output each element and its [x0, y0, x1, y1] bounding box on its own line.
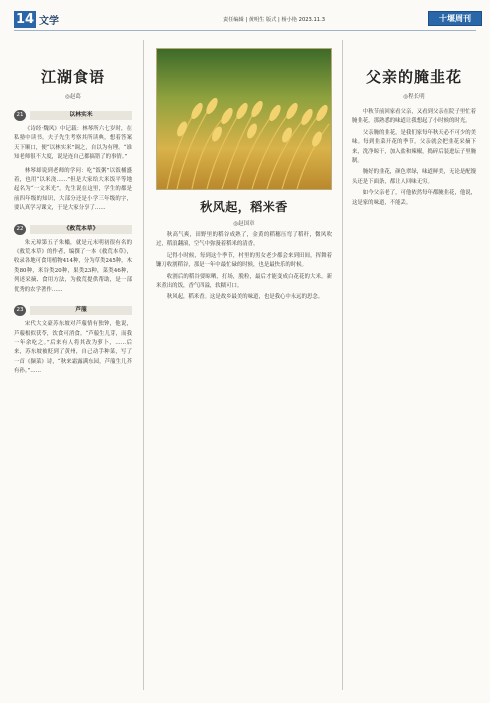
body-paragraph: 秋风起，稻米香。这是故乡最美的味道，也是我心中永远的思念。 [166, 294, 324, 301]
header-rule [14, 30, 476, 31]
left-column [14, 40, 132, 695]
article-title: 江湖食语 [40, 68, 105, 86]
section-label: 《救荒本草》 [30, 225, 132, 234]
body-paragraph: 腌好的韭花，颜色翠绿，味道鲜美，无论是配馒头还是下面条，都让人回味无穷。 [352, 169, 477, 185]
middle-column [156, 48, 332, 698]
section-number: 22 [14, 224, 26, 235]
article-title: 秋风起，稻米香 [200, 200, 288, 214]
section-number: 21 [14, 110, 26, 121]
body-paragraph: 如今父亲老了，可他依然每年都腌韭花，他说，这是家的味道，不能丢。 [352, 190, 477, 206]
body-paragraph: 朱元璋第五子朱橚，就是元末明初很有名的《救荒本草》的作者，编撰了一本《救荒本草》，收录各地可食用植物414种，分为草类245种，木类80种，米谷类20种，果类23种，菜类46种，列述采摘、食用方法，为救荒提供帮助，是一部优秀的农学著作…… [14, 239, 132, 293]
column-divider [143, 40, 144, 690]
body-paragraph: 收割后的稻谷要晾晒，打场，脱粒，最后才能变成白花花的大米。新米煮出的饭，香气四溢，软糯可口。 [156, 273, 332, 290]
section-heading [14, 110, 132, 121]
article-byline: ◎赵葛 [65, 94, 81, 100]
right-column [352, 40, 476, 695]
page-number: 14 [15, 12, 35, 27]
article-byline: ◎赵国章 [233, 221, 255, 227]
section-heading [14, 224, 132, 235]
article-byline: ◎程长明 [403, 94, 425, 100]
column-divider [342, 40, 343, 690]
body-paragraph: 《诗经·魏风》中记载：林琴所六七岁时，在私塾中读书。夫子先生考察其所读典，想着答案天下顺口，便“以林实米”调之，自以为有理。“谁知老师很不大度，说是连自己都搞错了的事情。” [14, 126, 132, 161]
body-paragraph: 宋代大文豪苏东坡对芦菔情有独钟，他说，芦菔根似茯苓，饮食可消食。“芦菔生儿芽，而我一年余吃之。”后来有人将其改为萝卜，……后来，苏东坡被贬到了黄州，自己动手种菜，写了一首《撷菜》诗，“秋来霜露满东园，芦菔生儿芥有孙。”…… [14, 321, 132, 375]
body-paragraph: 中秋节前回家看父亲，又看到父亲在院子里忙着腌韭花，那熟悉的味道让我想起了小时候的时光。 [352, 109, 477, 125]
rice-field-photo [156, 48, 332, 190]
masthead-logo: 十堰周刊 [428, 11, 482, 26]
body-paragraph: 记得小时候，每到这个季节，村里的男女老少都会来到田间，挥舞着镰刀收割稻谷，那是一年中最忙碌的时候，也是最快乐的时候。 [156, 252, 332, 269]
article-body [352, 108, 476, 208]
rice-field-image [157, 49, 332, 190]
body-paragraph: 秋高气爽，田野里的稻谷成熟了，金黄的稻穗压弯了稻秆，微风吹过，稻浪翻滚，空气中弥漫着稻米的清香。 [156, 232, 332, 248]
article-body [156, 231, 332, 303]
body-paragraph: 林琴却说到老师的学问：吃“饭粥”以饭桶盛着，也用“以米浇……”但是大家给大米饭平等地起名为“一文米光”。先生说在这里，学生的都是前四年级的知识，大部分还是小学三年级的字，要认真学习课文，于是大家分享了…… [14, 167, 132, 212]
editor-meta: 责任编辑 | 黄明生 版式 | 杨小艳 2023.11.3 [223, 17, 326, 23]
article-title: 父亲的腌韭花 [365, 68, 462, 86]
section-heading [14, 305, 132, 316]
section-name: 文学 [39, 16, 59, 27]
body-paragraph: 父亲腌的韭花，是我们家每年秋天必不可少的美味。每到韭菜开花的季节，父亲就会把韭花采摘下来，洗净晾干，加入盐和辣椒，捣碎后装进坛子里腌制。 [352, 129, 477, 165]
page-header [8, 6, 482, 32]
section-label: 芦菔 [30, 306, 132, 315]
section-number: 23 [14, 305, 26, 316]
section-label: 以林实米 [30, 111, 132, 120]
